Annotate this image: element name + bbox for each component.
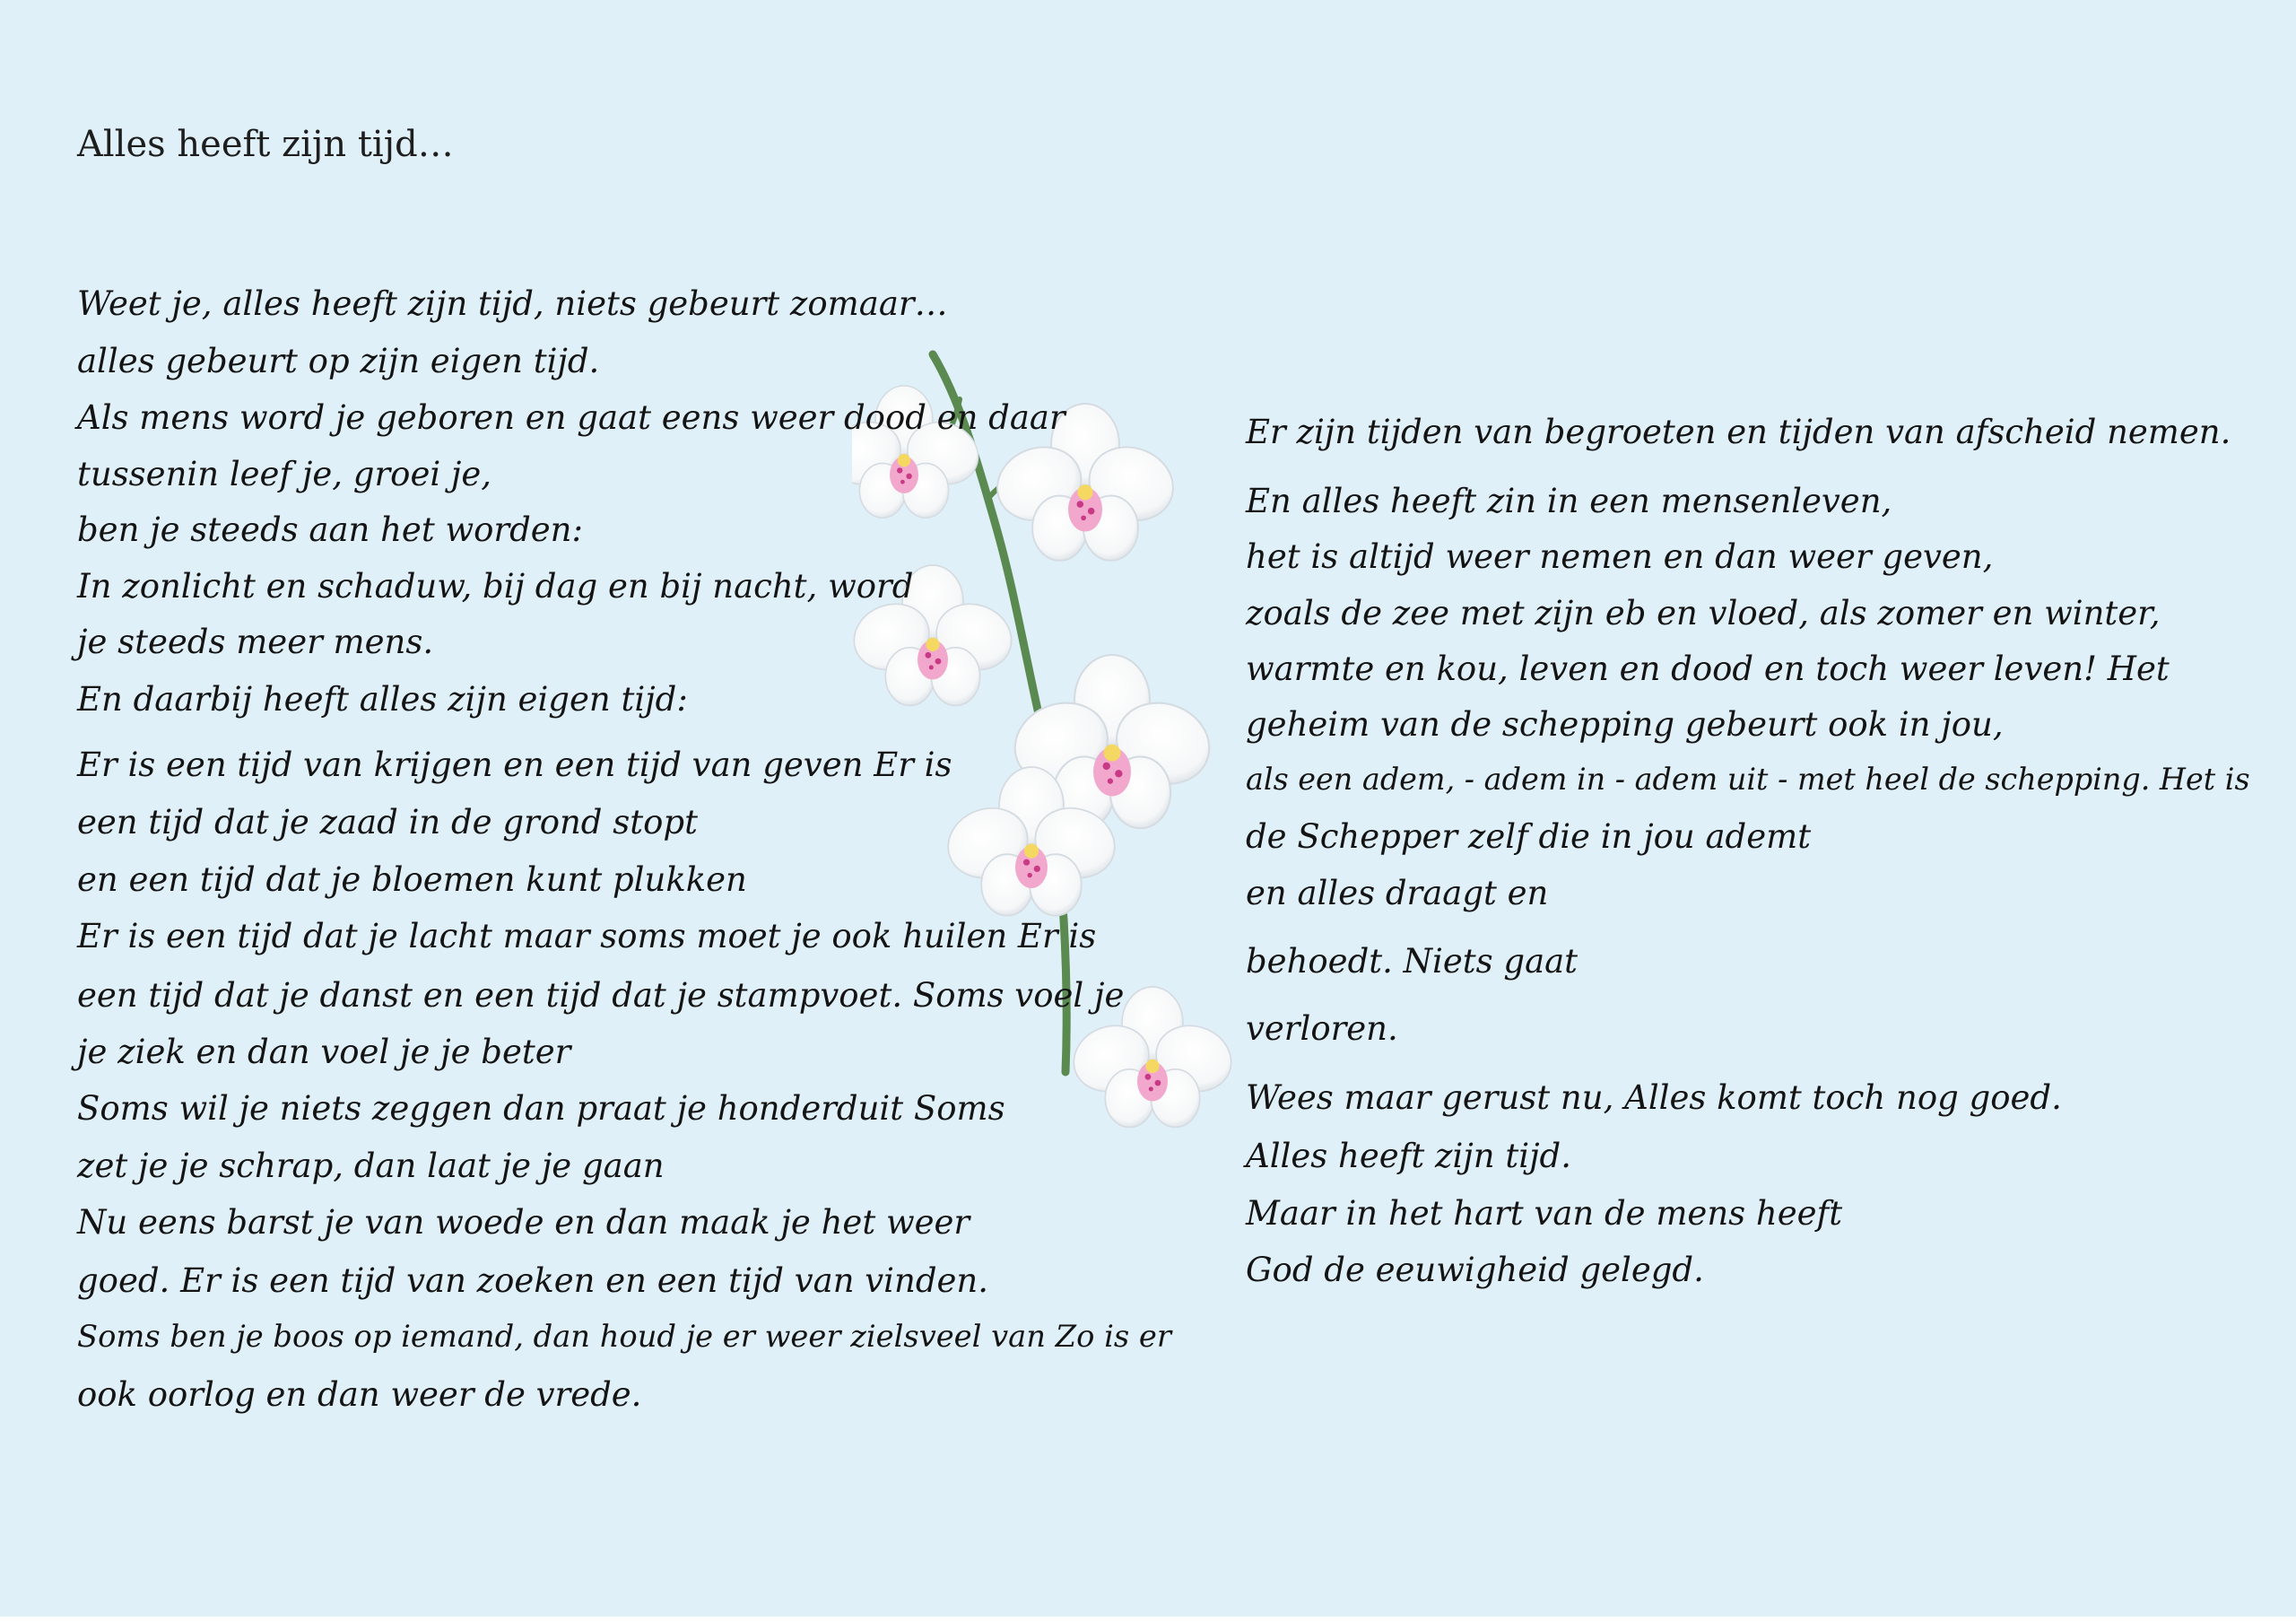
poem-line: tussenin leef je, groei je,: [77, 455, 492, 493]
poem-line: de Schepper zelf die in jou ademt: [1246, 817, 1812, 856]
poem-title: Alles heeft zijn tijd…: [77, 124, 454, 165]
poem-line: behoedt. Niets gaat: [1246, 942, 1578, 981]
poem-line: Soms wil je niets zeggen dan praat je honderduit Soms: [77, 1089, 1005, 1128]
poem-line: verloren.: [1246, 1009, 1398, 1048]
poem-line: alles gebeurt op zijn eigen tijd.: [77, 342, 600, 380]
poem-line: warmte en kou, leven en dood en toch weer leven! Het: [1246, 650, 2170, 688]
poem-line: ook oorlog en dan weer de vrede.: [77, 1375, 642, 1414]
poem-line: een tijd dat je zaad in de grond stopt: [77, 803, 698, 842]
poem-line: Wees maar gerust nu, Alles komt toch nog goed.: [1246, 1078, 2062, 1117]
poem-line: zet je je schrap, dan laat je je gaan: [77, 1147, 665, 1185]
poem-line: In zonlicht en schaduw, bij dag en bij nacht, word: [77, 567, 914, 606]
poem-line: Nu eens barst je van woede en dan maak je het weer: [77, 1203, 970, 1242]
poem-line: geheim van de schepping gebeurt ook in jou,: [1246, 705, 2004, 744]
poem-line: Er is een tijd van krijgen en een tijd van geven Er is: [77, 746, 952, 784]
poem-line: God de eeuwigheid gelegd.: [1246, 1251, 1704, 1289]
poem-line: als een adem, - adem in - adem uit - met heel de schepping. Het is: [1246, 762, 2250, 797]
poem-line: een tijd dat je danst en een tijd dat je stampvoet. Soms voel je: [77, 976, 1125, 1015]
poem-line: En alles heeft zin in een mensenleven,: [1246, 482, 1892, 520]
poem-line: en een tijd dat je bloemen kunt plukken: [77, 860, 747, 899]
poem-line: en alles draagt en: [1246, 874, 1549, 912]
poem-line: je ziek en dan voel je je beter: [77, 1033, 571, 1071]
poem-line: het is altijd weer nemen en dan weer geven,: [1246, 537, 1994, 576]
poem-line: zoals de zee met zijn eb en vloed, als zomer en winter,: [1246, 594, 2161, 632]
poem-line: Maar in het hart van de mens heeft: [1246, 1194, 1843, 1233]
poem-line: En daarbij heeft alles zijn eigen tijd:: [77, 680, 688, 719]
poem-line: Soms ben je boos op iemand, dan houd je er weer zielsveel van Zo is er: [77, 1319, 1171, 1354]
poem-line: Er is een tijd dat je lacht maar soms moet je ook huilen Er is: [77, 917, 1097, 955]
poem-line: Weet je, alles heeft zijn tijd, niets gebeurt zomaar…: [77, 284, 948, 323]
poem-line: Als mens word je geboren en gaat eens weer dood en daar: [77, 398, 1065, 437]
poem-line: Alles heeft zijn tijd.: [1246, 1137, 1571, 1175]
poem-line: Er zijn tijden van begroeten en tijden van afscheid nemen.: [1246, 413, 2231, 451]
poem-line: goed. Er is een tijd van zoeken en een tijd van vinden.: [77, 1261, 989, 1300]
poem-line: je steeds meer mens.: [77, 623, 434, 661]
poem-line: ben je steeds aan het worden:: [77, 510, 583, 549]
